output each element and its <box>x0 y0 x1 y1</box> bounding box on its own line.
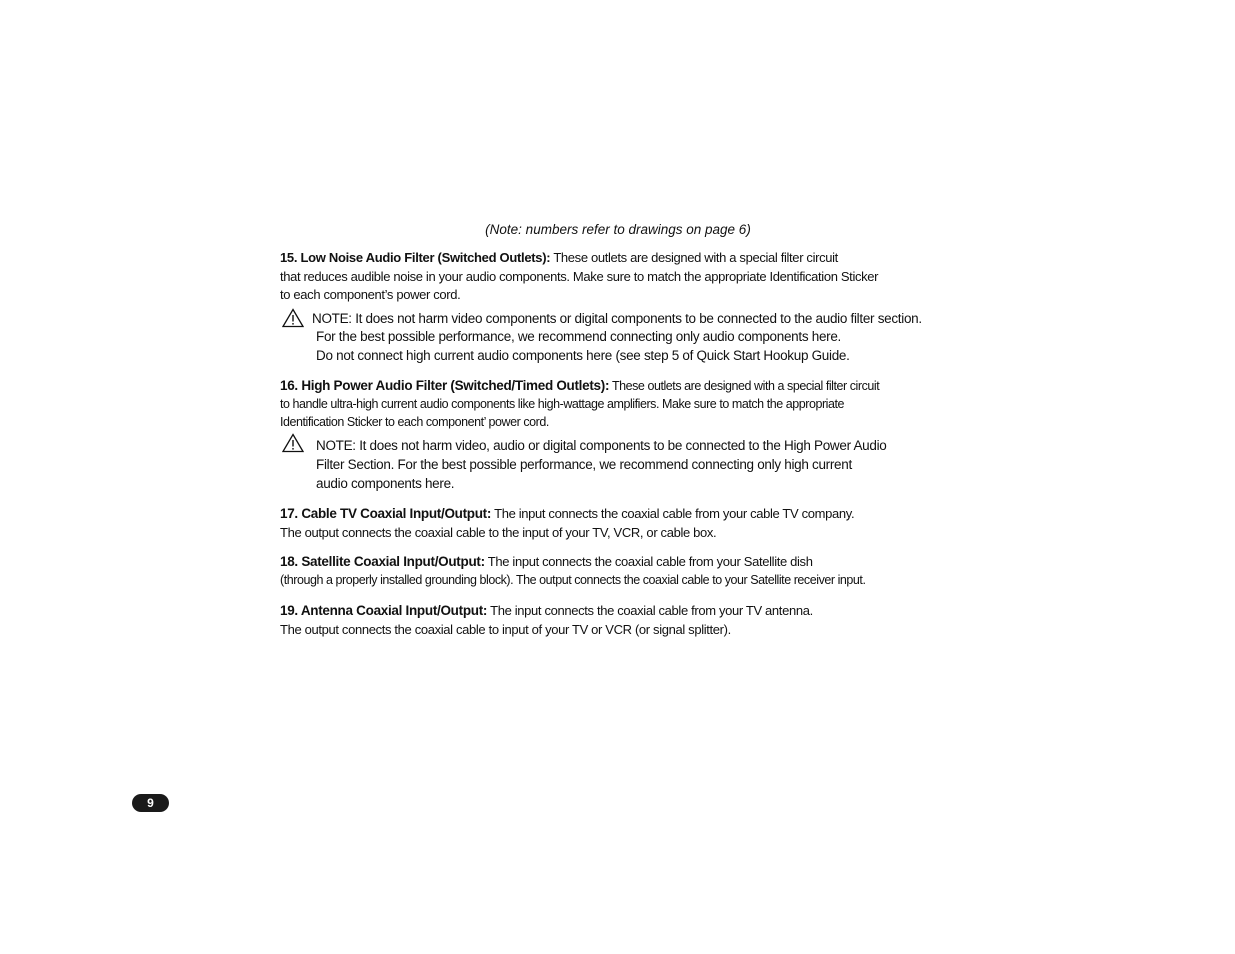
item-16-line-2: to handle ultra-high current audio components like high-wattage amplifiers. Make sure to match the appropriate <box>280 397 845 411</box>
item-15-line-3: to each component’s power cord. <box>280 287 461 302</box>
item-16-warning-line-1: NOTE: It does not harm video, audio or digital components to be connected to the High Power Audio <box>316 438 887 453</box>
warning-triangle-icon <box>282 308 304 328</box>
item-16-warning-line-2: Filter Section. For the best possible performance, we recommend connecting only high current <box>316 457 852 472</box>
item-17-line-1: 17. Cable TV Coaxial Input/Output: The input connects the coaxial cable from your cable TV company. <box>280 506 855 521</box>
item-19-title: 19. Antenna Coaxial Input/Output: <box>280 603 488 618</box>
item-15-warning-line-2: For the best possible performance, we recommend connecting only audio components here. <box>316 329 842 344</box>
item-18-line-2: (through a properly installed grounding block). The output connects the coaxial cable to your Satellite receiver input. <box>280 573 866 587</box>
item-18-line-1: 18. Satellite Coaxial Input/Output: The input connects the coaxial cable from your Satellite dish <box>280 554 813 569</box>
item-16-line-3: Identification Sticker to each component’ power cord. <box>280 415 549 429</box>
item-15-warning-line-3: Do not connect high current audio components here (see step 5 of Quick Start Hookup Guide. <box>316 348 850 363</box>
page-number-badge: 9 <box>132 794 169 812</box>
item-17-title: 17. Cable TV Coaxial Input/Output: <box>280 506 492 521</box>
warning-triangle-icon <box>282 433 304 453</box>
item-15-warning-line-1: NOTE: It does not harm video components or digital components to be connected to the audio filter section. <box>312 311 922 326</box>
item-16-title: 16. High Power Audio Filter (Switched/Timed Outlets): <box>280 378 610 393</box>
item-15-title: 15. Low Noise Audio Filter (Switched Outlets): <box>280 250 551 265</box>
drawings-reference-note: (Note: numbers refer to drawings on page 6) <box>485 222 751 237</box>
item-16-warning-line-3: audio components here. <box>316 476 455 491</box>
item-16-line-1: 16. High Power Audio Filter (Switched/Timed Outlets): These outlets are designed with a special filter circuit <box>280 378 880 393</box>
item-19-line-1: 19. Antenna Coaxial Input/Output: The input connects the coaxial cable from your TV antenna. <box>280 603 813 618</box>
item-15-line-2: that reduces audible noise in your audio components. Make sure to match the appropriate Identification Sticker <box>280 269 879 284</box>
item-15-line-1: 15. Low Noise Audio Filter (Switched Outlets): These outlets are designed with a special filter circuit <box>280 250 838 265</box>
item-17-line-2: The output connects the coaxial cable to the input of your TV, VCR, or cable box. <box>280 525 717 540</box>
item-18-title: 18. Satellite Coaxial Input/Output: <box>280 554 485 569</box>
item-19-line-2: The output connects the coaxial cable to input of your TV or VCR (or signal splitter). <box>280 622 731 637</box>
